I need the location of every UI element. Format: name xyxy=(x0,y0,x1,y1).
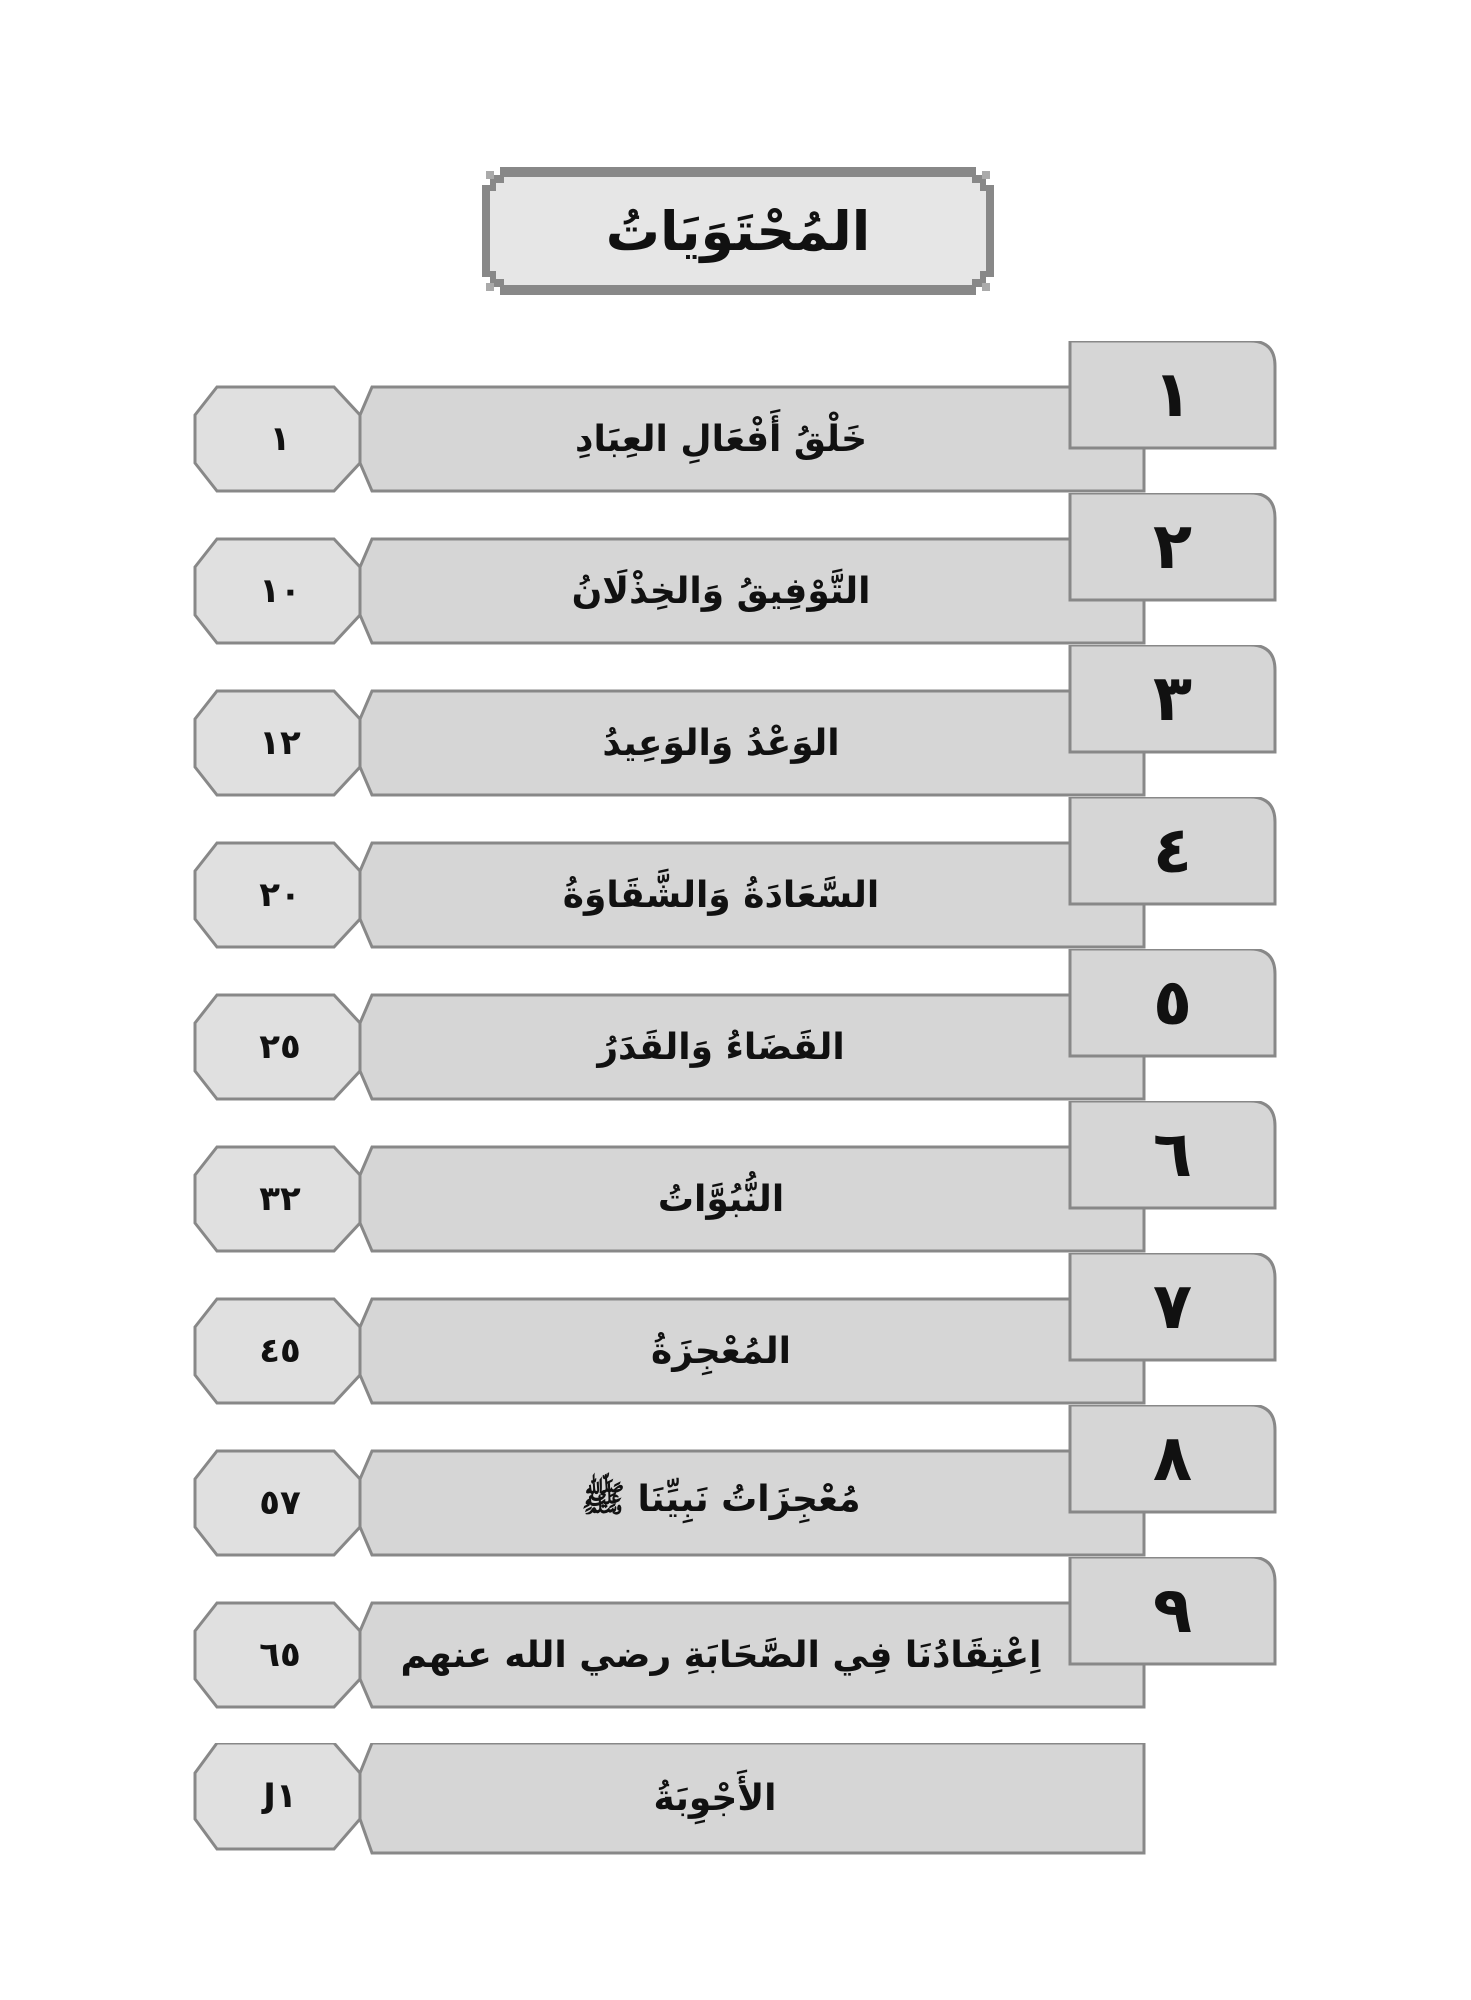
toc-entry[interactable] xyxy=(0,949,1471,1109)
page-number: ١ xyxy=(269,419,291,459)
chapter-number: ٥ xyxy=(1152,965,1193,1040)
page-number: ٤٥ xyxy=(259,1331,301,1371)
chapter-number: ٧ xyxy=(1152,1269,1193,1344)
chapter-number: ١ xyxy=(1152,357,1193,432)
chapter-number: ٨ xyxy=(1152,1421,1193,1496)
page-number: ٦٥ xyxy=(259,1635,301,1675)
chapter-number: ٤ xyxy=(1152,813,1193,888)
chapter-title: التَّوْفِيقُ وَالخِذْلَانُ xyxy=(571,570,871,612)
page-number: ١٠ xyxy=(259,571,301,611)
toc-entry[interactable] xyxy=(0,493,1471,653)
toc-entry[interactable] xyxy=(0,1405,1471,1565)
answers-title: الأَجْوِبَةُ xyxy=(653,1777,777,1819)
toc-entry[interactable] xyxy=(0,1557,1471,1717)
answers-page-number: J١ xyxy=(263,1776,297,1816)
chapter-title: اِعْتِقَادُنَا فِي الصَّحَابَةِ رضي الله عنهم xyxy=(400,1634,1042,1676)
toc-entry[interactable] xyxy=(0,797,1471,957)
chapter-title: المُعْجِزَةُ xyxy=(651,1330,791,1372)
chapter-number: ٣ xyxy=(1152,661,1193,736)
toc-entry[interactable] xyxy=(0,1253,1471,1413)
page-number: ٣٢ xyxy=(259,1179,301,1219)
page-number: ٢٠ xyxy=(259,875,301,915)
page-number: ١٢ xyxy=(259,723,301,763)
chapter-number: ٩ xyxy=(1152,1573,1193,1648)
page-number: ٢٥ xyxy=(259,1027,301,1067)
toc-entry[interactable] xyxy=(0,645,1471,805)
contents-title-frame xyxy=(478,163,998,299)
chapter-title: القَضَاءُ وَالقَدَرُ xyxy=(597,1026,845,1068)
toc-entry-answers[interactable] xyxy=(0,1743,1471,1903)
page-number: ٥٧ xyxy=(259,1483,301,1523)
chapter-title: مُعْجِزَاتُ نَبِيِّنَا ﷺ xyxy=(581,1479,861,1520)
chapter-number: ٦ xyxy=(1152,1117,1193,1192)
chapter-number: ٢ xyxy=(1152,509,1193,584)
chapter-title: السَّعَادَةُ وَالشَّقَاوَةُ xyxy=(562,874,880,916)
toc-entry[interactable] xyxy=(0,1101,1471,1261)
chapter-title: النُّبُوَّاتُ xyxy=(657,1178,785,1220)
page-title: المُحْتَوَيَاتُ xyxy=(605,199,871,263)
chapter-title: خَلْقُ أَفْعَالِ العِبَادِ xyxy=(575,418,868,460)
chapter-title: الوَعْدُ وَالوَعِيدُ xyxy=(602,722,840,764)
toc-entry[interactable] xyxy=(0,341,1471,501)
